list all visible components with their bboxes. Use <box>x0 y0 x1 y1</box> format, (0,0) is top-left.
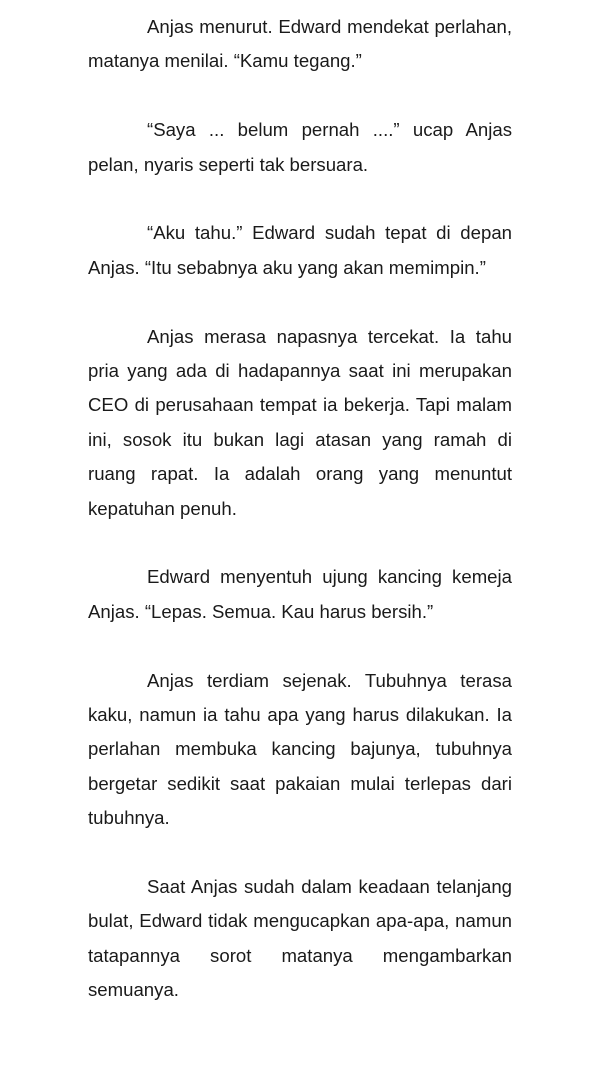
paragraph-1: Anjas menurut. Edward mendekat perlahan, matanya menilai. “Kamu tegang.” <box>88 16 512 72</box>
paragraph-4: Anjas merasa napasnya tercekat. Ia tahu pria yang ada di hadapannya saat ini merupakan CEO di perusahaan tempat ia bekerja. Tapi malam ini, sosok itu bukan lagi atasan yang ramah di ruang rapat. Ia adalah orang yang menuntut kepatuhan penuh. <box>88 325 512 519</box>
paragraph-5: Edward menyentuh ujung kancing kemeja Anjas. “Lepas. Semua. Kau harus bersih.” <box>88 566 512 622</box>
paragraph-3: “Aku tahu.” Edward sudah tepat di depan Anjas. “Itu sebabnya aku yang akan memimpin.” <box>88 222 512 278</box>
paragraph-7: Saat Anjas sudah dalam keadaan telanjang bulat, Edward tidak mengucapkan apa-apa, namun tatapannya sorot matanya mengambarkan semuanya. <box>88 876 512 1001</box>
paragraph-2: “Saya ... belum pernah ....” ucap Anjas pelan, nyaris seperti tak bersuara. <box>88 119 512 175</box>
paragraph-6: Anjas terdiam sejenak. Tubuhnya terasa kaku, namun ia tahu apa yang harus dilakukan. Ia perlahan membuka kancing bajunya, tubuhnya bergetar sedikit saat pakaian mulai terlepas dari tubuhnya. <box>88 669 512 829</box>
story-text <box>88 10 512 1008</box>
